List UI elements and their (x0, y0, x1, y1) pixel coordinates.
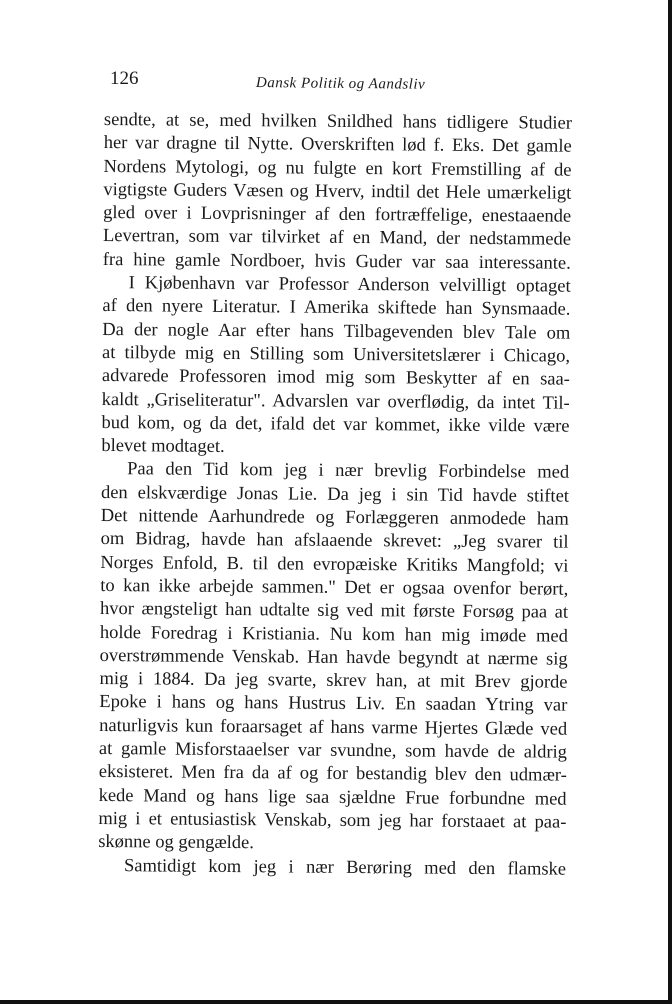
text-line: kaldt „Griseliteratur". Advarslen var overflødig, da intet Til- (101, 389, 570, 414)
text-line: at gamle Misforstaaelser var svundne, som havde de aldrig (98, 738, 568, 763)
text-line: kede Mand og hans lige saa sjældne Frue forbundne med (98, 785, 567, 810)
text-line: gled over i Lovprisninger af den fortræffelige, enestaaende (103, 203, 572, 227)
text-line: af den nyere Literatur. I Amerika skiftede han Synsmaade. (102, 296, 571, 321)
text-line: at tilbyde mig en Stilling som Universitetslærer i Chicago, (102, 342, 571, 367)
text-line: her var dragne til Nytte. Overskriften lød f. Eks. Det gamle (103, 133, 572, 157)
text-line: Paa den Tid kom jeg i nær brevlig Forbindelse med (127, 459, 570, 484)
text-line: skønne og gengælde. (98, 832, 255, 854)
text-line: to kan ikke arbejde sammen." Det er ogsaa ovenfor berørt, (100, 575, 569, 600)
body-text (98, 109, 572, 881)
text-line: Epoke i hans og hans Hustrus Liv. En saadan Ytring var (99, 692, 568, 717)
text-line: mig i 1884. Da jeg svarte, skrev han, at mit Brev gjorde (99, 669, 568, 693)
text-line: Levertran, som var tilvirket af en Mand, der nedstammede (102, 226, 572, 251)
text-line: om Bidrag, havde han afslaaende skrevet: „Jeg svarer til (100, 529, 569, 554)
text-line: holde Foredrag i Kristiania. Nu kom han mig imøde med (99, 622, 568, 647)
running-title: Dansk Politik og Aandsliv (255, 75, 426, 93)
page-edge-right (668, 0, 672, 1004)
text-line: eksisteret. Men fra da af og for bestandig blev den udmær- (98, 762, 567, 786)
text-line: hvor ængsteligt han udtalte sig ved mit første Forsøg paa at (99, 599, 569, 623)
text-line: I Kjøbenhavn var Professor Anderson velvilligt optaget (128, 273, 571, 297)
text-line: fra hine gamle Nordboer, hvis Guder var saa interessante. (102, 249, 571, 274)
text-line: Norges Enfold, B. til den evropæiske Kritiks Mangfold; vi (100, 552, 569, 577)
text-line: overstrømmende Venskab. Han havde begyndt at nærme sig (99, 645, 568, 670)
text-line: advarede Professoren imod mig som Beskytter af en saa- (101, 366, 570, 390)
text-line: Det nittende Aarhundrede og Forlæggeren anmodede ham (100, 506, 569, 530)
text-line: Nordens Mytologi, og nu fulgte en kort Fremstilling af de (103, 156, 572, 181)
page-edge-bottom (0, 1000, 672, 1004)
page-number: 126 (110, 68, 139, 89)
text-line: Da der nogle Aar efter hans Tilbagevenden blev Tale om (102, 319, 571, 344)
text-line: bud kom, og da det, ifald det var kommet, ikke vilde være (101, 412, 570, 437)
text-line: sendte, at se, med hvilken Snildhed hans tidligere Studier (103, 109, 572, 134)
text-line: naturligvis kun foraarsaget af hans varme Hjertes Glæde ved (99, 715, 568, 740)
text-line: den elskværdige Jonas Lie. Da jeg i sin Tid havde stiftet (100, 482, 570, 507)
text-line: blevet modtaget. (101, 436, 225, 458)
text-line: vigtigste Guders Væsen og Hverv, indtil det Hele umærkeligt (103, 179, 572, 204)
text-line: mig i et entusiastisk Venskab, som jeg har forstaaet at paa- (98, 808, 567, 833)
text-line: Samtidigt kom jeg i nær Berøring med den flamske (123, 855, 567, 880)
